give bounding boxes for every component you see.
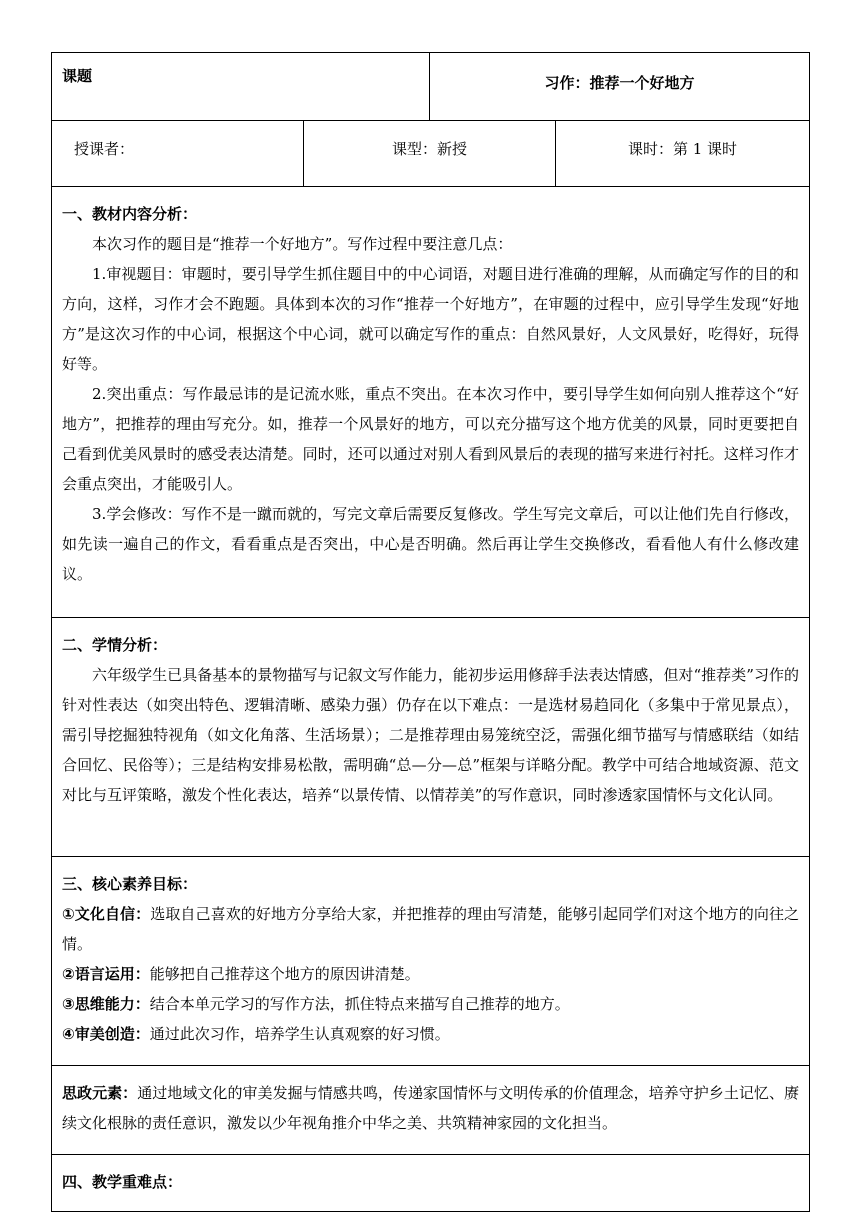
section-textbook-analysis bbox=[52, 187, 810, 618]
goal-text: 通过此次习作，培养学生认真观察的好习惯。 bbox=[149, 1025, 450, 1043]
goal-item bbox=[62, 989, 799, 1019]
meta-row bbox=[52, 121, 810, 187]
goal-item bbox=[62, 959, 799, 989]
ideology-label: 思政元素： bbox=[62, 1084, 138, 1102]
section1-paragraph: 本次习作的题目是“推荐一个好地方”。写作过程中要注意几点： bbox=[92, 235, 513, 253]
section4-heading: 四、教学重难点： bbox=[62, 1173, 183, 1191]
lesson-plan-table bbox=[51, 52, 810, 1212]
section1-paragraph: 1.审视题目：审题时，要引导学生抓住题目中的中心词语，对题目进行准确的理解，从而确定写作的目的和方向，这样，习作才会不跑题。具体到本次的习作“推荐一个好地方”，在审题的过程中，应引导学生发现“好地方”是这次习作的中心词，根据这个中心词，就可以确定写作的重点：自然风景好，人文风景好，吃得好，玩得好等。 bbox=[62, 265, 800, 373]
section1-paragraph: 3.学会修改：写作不是一蹴而就的，写完文章后需要反复修改。学生写完文章后，可以让他们先自行修改，如先读一遍自己的作文，看看重点是否突出，中心是否明确。然后再让学生交换修改，看看他人有什么修改建议。 bbox=[62, 505, 800, 583]
goal-text: 结合本单元学习的写作方法，抓住特点来描写自己推荐的地方。 bbox=[149, 995, 570, 1013]
lesson-plan-document bbox=[51, 52, 809, 1212]
goal-label: ③思维能力： bbox=[62, 995, 150, 1013]
teacher-cell: 授课者： bbox=[52, 121, 304, 187]
lesson-type-cell: 课型：新授 bbox=[304, 121, 556, 187]
goal-item bbox=[62, 1019, 799, 1049]
periods-cell: 课时：第 1 课时 bbox=[556, 121, 810, 187]
section-student-analysis bbox=[52, 618, 810, 857]
goal-label: ①文化自信： bbox=[62, 905, 151, 923]
goal-text: 选取自己喜欢的好地方分享给大家，并把推荐的理由写清楚，能够引起同学们对这个地方的向往之情。 bbox=[62, 905, 800, 953]
section1-heading: 一、教材内容分析： bbox=[62, 205, 198, 223]
goal-text: 能够把自己推荐这个地方的原因讲清楚。 bbox=[149, 965, 420, 983]
ideology-text: 通过地域文化的审美发掘与情感共鸣，传递家国情怀与文明传承的价值理念，培养守护乡土记忆、赓续文化根脉的责任意识，激发以少年视角推介中华之美、共筑精神家园的文化担当。 bbox=[62, 1084, 800, 1132]
goal-label: ④审美创造： bbox=[62, 1025, 150, 1043]
title-row bbox=[52, 53, 810, 121]
topic-label: 课题 bbox=[52, 53, 430, 121]
goal-item bbox=[62, 899, 799, 959]
section1-paragraph: 2.突出重点：写作最忌讳的是记流水账，重点不突出。在本次习作中，要引导学生如何向别人推荐这个“好地方”，把推荐的理由写充分。如，推荐一个风景好的地方，可以充分描写这个地方优美的风景，同时更要把自己看到优美风景时的感受表达清楚。同时，还可以通过对别人看到风景后的表现的描写来进行衬托。这样习作才会重点突出，才能吸引人。 bbox=[62, 385, 800, 493]
section2-heading: 二、学情分析： bbox=[62, 636, 168, 654]
section3-heading: 三、核心素养目标： bbox=[62, 875, 198, 893]
goal-label: ②语言运用： bbox=[62, 965, 150, 983]
section-core-goals bbox=[52, 857, 810, 1066]
ideology-paragraph bbox=[62, 1078, 799, 1138]
section2-paragraph: 六年级学生已具备基本的景物描写与记叙文写作能力，能初步运用修辞手法表达情感，但对“推荐类”习作的针对性表达（如突出特色、逻辑清晰、感染力强）仍存在以下难点：一是选材易趋同化（多集中于常见景点），需引导挖掘独特视角（如文化角落、生活场景）；二是推荐理由易笼统空泛，需强化细节描写与情感联结（如结合回忆、民俗等）；三是结构安排易松散，需明确“总—分—总”框架与详略分配。教学中可结合地域资源、范文对比与互评策略，激发个性化表达，培养“以景传情、以情荐美”的写作意识，同时渗透家国情怀与文化认同。 bbox=[62, 666, 800, 804]
section-ideology bbox=[52, 1066, 810, 1155]
section-key-difficulties bbox=[52, 1155, 810, 1212]
topic-value: 习作：推荐一个好地方 bbox=[430, 53, 810, 121]
